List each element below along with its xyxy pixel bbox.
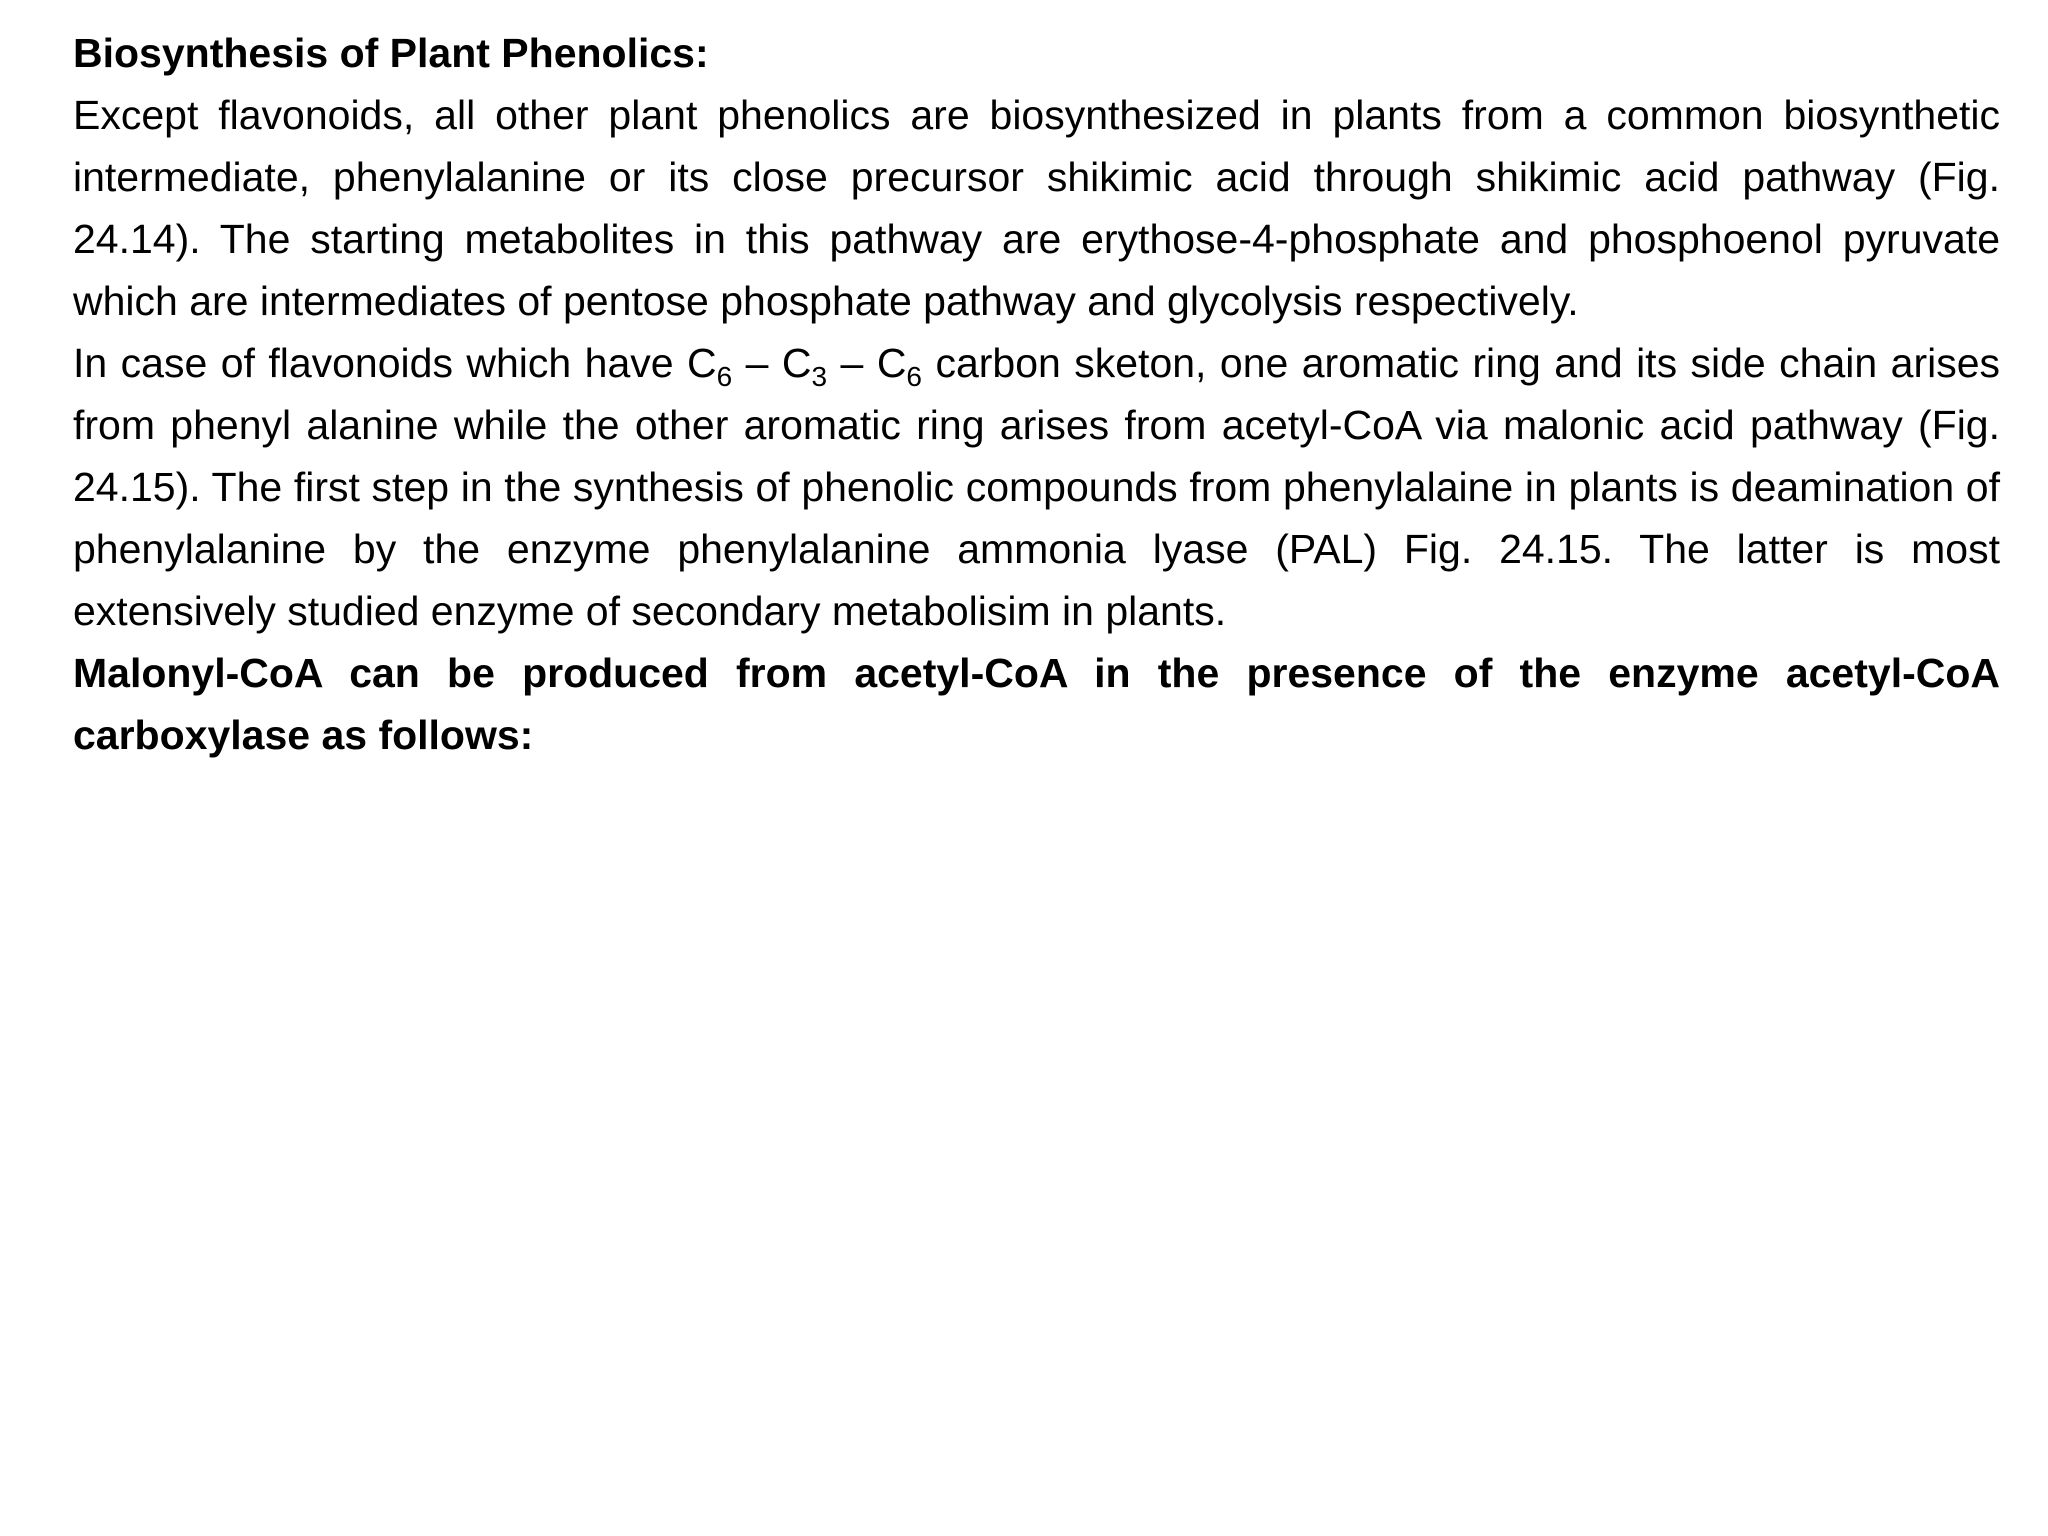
page-title: Biosynthesis of Plant Phenolics:: [73, 30, 709, 76]
paragraph-flavonoids: [73, 332, 2000, 642]
formula-subscript-2: 3: [811, 361, 828, 392]
paragraph-flavonoids-intro: In case of flavonoids which have: [73, 340, 688, 386]
formula-carbon-2: C: [781, 340, 812, 386]
formula-dash-1: –: [732, 340, 782, 386]
formula-subscript-3: 6: [906, 361, 922, 392]
formula-subscript-1: 6: [716, 361, 733, 392]
paragraph-shikimic-pathway: Except flavonoids, all other plant phenolics are biosynthesized in plants from a common biosynthetic intermediate, phenylalanine or its close precursor shikimic acid through shikimic acid pathway (Fig. 24.14). The starting metabolites in this pathway are erythose-4-phosphate and phosphoenol pyruvate which are intermediates of pentose phosphate pathway and glycolysis respectively.: [73, 92, 2000, 324]
formula-carbon-1: C: [687, 340, 717, 386]
formula-carbon-3: C: [876, 340, 907, 386]
paragraph-flavonoids-body: carbon sketon, one aromatic ring and its side chain arises from phenyl alanine while the other aromatic ring arises from acetyl-CoA via malonic acid pathway (Fig. 24.15). The first step in the synthesis of phenolic compounds from phenylalaine in plants is deamination of phenylalanine by the enzyme phenylalanine ammonia lyase (PAL) Fig. 24.15. The latter is most extensively studied enzyme of secondary metabolisim in plants.: [73, 340, 2001, 634]
formula-dash-2: –: [827, 340, 877, 386]
slide-content: [73, 22, 2000, 766]
paragraph-malonyl-coa: Malonyl-CoA can be produced from acetyl-CoA in the presence of the enzyme acetyl-CoA carboxylase as follows:: [73, 650, 2000, 758]
carbon-formula: [687, 340, 922, 392]
